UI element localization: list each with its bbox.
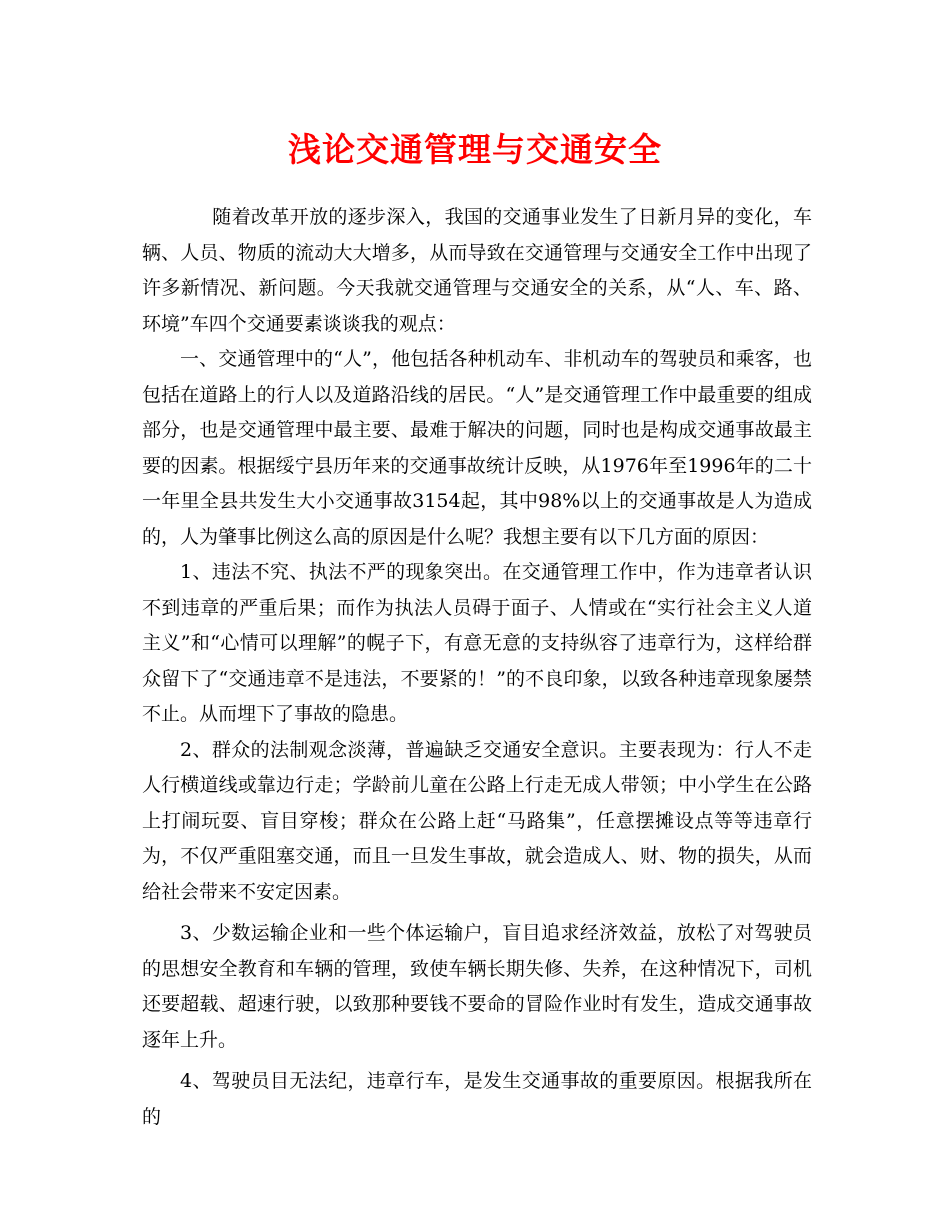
paragraph-point-2: 2、群众的法制观念淡薄，普遍缺乏交通安全意识。主要表现为：行人不走人行横道线或靠边行走；学龄前儿童在公路上行走无成人带领；中小学生在公路上打闹玩耍、盲目穿梭；群众在公路上赶“马路集”，任意摆摊设点等等违章行为，不仅严重阻塞交通，而且一旦发生事故，就会造成人、财、物的损失，从而给社会带来不安定因素。 [142,738,812,903]
document-body [142,200,812,1135]
paragraph-point-3: 3、少数运输企业和一些个体运输户，盲目追求经济效益，放松了对驾驶员的思想安全教育和车辆的管理，致使车辆长期失修、失养，在这种情况下，司机还要超载、超速行驶，以致那种要钱不要命的冒险作业时有发生，造成交通事故逐年上升。 [142,922,812,1051]
paragraph-point-4: 4、驾驶员目无法纪，违章行车，是发生交通事故的重要原因。根据我所在的 [142,1070,812,1128]
paragraph-point-1: 1、违法不究、执法不严的现象突出。在交通管理工作中，作为违章者认识不到违章的严重后果；而作为执法人员碍于面子、人情或在“实行社会主义人道主义”和“心情可以理解”的幌子下，有意无意的支持纵容了违章行为，这样给群众留下了“交通违章不是违法，不要紧的！”的不良印象，以致各种违章现象屡禁不止。从而埋下了事故的隐患。 [142,561,812,725]
paragraph-section-one: 一、交通管理中的“人”，他包括各种机动车、非机动车的驾驶员和乘客，也包括在道路上的行人以及道路沿线的居民。“人”是交通管理工作中最重要的组成部分，也是交通管理中最主要、最难于解决的问题，同时也是构成交通事故最主要的因素。根据绥宁县历年来的交通事故统计反映，从1976年至1996年的二十一年里全县共发生大小交通事故3154起，其中98%以上的交通事故是人为造成的，人为肇事比例这么高的原因是什么呢？我想主要有以下几方面的原因： [142,348,812,548]
document-title: 浅论交通管理与交通安全 [288,130,662,169]
paragraph-intro: 随着改革开放的逐步深入，我国的交通事业发生了日新月异的变化，车辆、人员、物质的流动大大增多，从而导致在交通管理与交通安全工作中出现了许多新情况、新问题。今天我就交通管理与交通安全的关系，从“人、车、路、环境”车四个交通要素谈谈我的观点： [142,206,812,335]
